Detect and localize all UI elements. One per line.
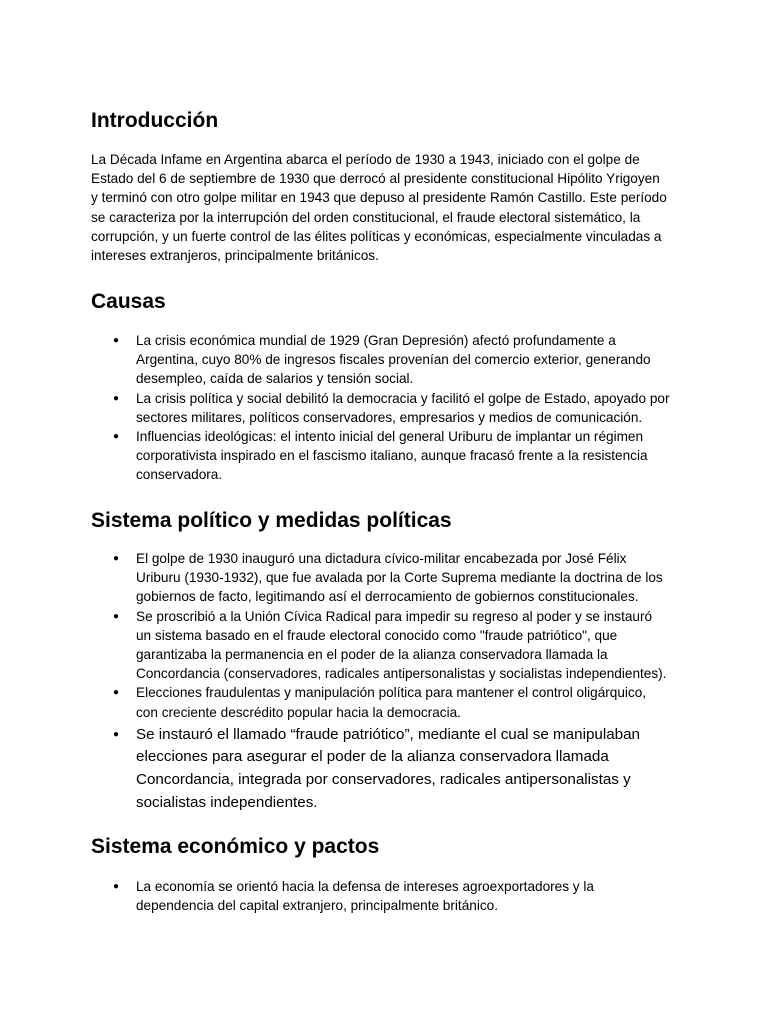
heading-sistema-politico: Sistema político y medidas políticas bbox=[91, 509, 452, 532]
text-line: La crisis económica mundial de 1929 (Gran Depresión) afectó profundamente a bbox=[136, 333, 616, 348]
text-line: Influencias ideológicas: el intento inicial del general Uriburu de implantar un régimen bbox=[136, 429, 644, 445]
text-line: gobiernos de facto, legitimando así el derrocamiento de gobiernos constitucionales. bbox=[136, 589, 639, 605]
text-line: Uriburu (1930-1932), que fue avalada por la Corte Suprema mediante la doctrina de los bbox=[136, 570, 663, 586]
text-line: garantizaba la permanencia en el poder de la alianza conservadora llamada la bbox=[136, 647, 608, 663]
text-line: corrupción, y un fuerte control de las élites políticas y económicas, especialmente vinculadas a bbox=[91, 228, 662, 244]
text-line: socialistas independientes. bbox=[136, 793, 318, 811]
causas-list bbox=[0, 331, 669, 485]
list-item bbox=[0, 389, 669, 427]
text-line: y terminó con otro golpe militar en 1943 que depuso al presidente Ramón Castillo. Este período bbox=[91, 190, 667, 206]
text-line: se caracteriza por la interrupción del orden constitucional, el fraude electoral sistemático, la bbox=[91, 209, 641, 225]
text-line: Concordancia (conservadores, radicales antipersonalistas y socialistas independientes). bbox=[136, 666, 667, 682]
text-line: Se proscribió a la Unión Cívica Radical para impedir su regreso al poder y se instauró bbox=[136, 608, 653, 624]
economico-list bbox=[0, 877, 594, 915]
text-line: El golpe de 1930 inauguró una dictadura cívico-militar encabezada por José Félix bbox=[136, 551, 627, 566]
text-line: La Década Infame en Argentina abarca el período de 1930 a 1943, iniciado con el golpe de bbox=[91, 152, 640, 167]
text-line: Se instauró el llamado “fraude patriótico”, mediante el cual se manipulaban bbox=[136, 725, 641, 743]
text-line: corporativista inspirado en el fascismo italiano, aunque fracasó frente a la resistencia bbox=[136, 448, 648, 464]
list-item bbox=[0, 877, 594, 915]
text-line: dependencia del capital extranjero, principalmente británico. bbox=[136, 898, 498, 914]
list-item bbox=[0, 427, 669, 485]
text-line: Estado del 6 de septiembre de 1930 que derrocó al presidente constitucional Hipólito Yrigoyen bbox=[91, 171, 660, 187]
bullet-icon: ● bbox=[113, 610, 120, 622]
bullet-icon: ● bbox=[113, 687, 120, 699]
bullet-icon: ● bbox=[113, 728, 120, 740]
text-line: Argentina, cuyo 80% de ingresos fiscales provenían del comercio exterior, generando bbox=[136, 352, 651, 368]
text-line: desempleo, caída de salarios y tensión social. bbox=[136, 371, 414, 387]
text-line: La economía se orientó hacia la defensa de intereses agroexportadores y la bbox=[136, 879, 594, 894]
intro-paragraph bbox=[91, 150, 691, 265]
text-line: intereses extranjeros, principalmente británicos. bbox=[91, 248, 379, 264]
text-line: La crisis política y social debilitó la democracia y facilitó el golpe de Estado, apoyado por bbox=[136, 390, 670, 406]
heading-introduccion: Introducción bbox=[91, 109, 219, 132]
text-line: un sistema basado en el fraude electoral conocido como "fraude patriótico", que bbox=[136, 627, 618, 643]
text-line: Concordancia, integrada por conservadores, radicales antipersonalistas y bbox=[136, 771, 631, 789]
list-item bbox=[0, 683, 666, 721]
bullet-icon: ● bbox=[113, 392, 120, 404]
list-item bbox=[0, 607, 666, 684]
text-line: elecciones para asegurar el poder de la alianza conservadora llamada bbox=[136, 748, 609, 766]
list-item bbox=[0, 722, 666, 814]
bullet-icon: ● bbox=[113, 881, 120, 892]
text-line: sectores militares, políticos conservadores, empresarios y medios de comunicación. bbox=[136, 409, 643, 425]
bullet-icon: ● bbox=[113, 335, 120, 346]
text-line: conservadora. bbox=[136, 467, 223, 483]
text-line: Elecciones fraudulentas y manipulación política para mantener el control oligárquico, bbox=[136, 685, 647, 701]
heading-sistema-economico: Sistema económico y pactos bbox=[91, 835, 380, 858]
heading-causas: Causas bbox=[91, 290, 166, 313]
text-line: con creciente descrédito popular hacia la democracia. bbox=[136, 704, 461, 720]
list-item bbox=[0, 549, 666, 607]
bullet-icon: ● bbox=[113, 431, 120, 443]
politico-list bbox=[0, 549, 666, 814]
list-item bbox=[0, 331, 669, 389]
bullet-icon: ● bbox=[113, 553, 120, 564]
